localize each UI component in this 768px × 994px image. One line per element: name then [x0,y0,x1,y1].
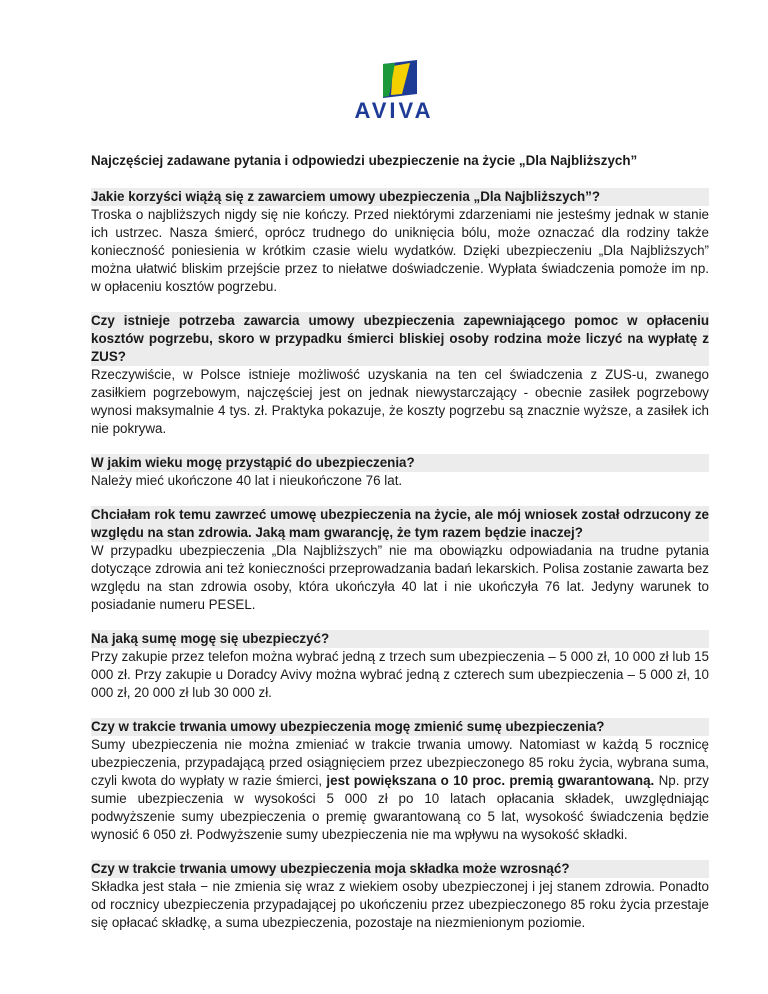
faq-item [91,188,709,296]
faq-answer: Składka jest stała − nie zmienia się wraz z wiekiem osoby ubezpieczonej i jej stanem zdrowia. Ponadto od rocznicy ubezpieczenia przypadającej po ukończeniu przez ubezpieczonego 85 roku życia przestaje się opłacać składkę, a suma ubezpieczenia, pozostaje na niezmienionym poziomie. [91,879,709,930]
faq-question: Czy w trakcie trwania umowy ubezpieczenia mogę zmienić sumę ubezpieczenia? [91,718,709,736]
faq-answer: Należy mieć ukończone 40 lat i nieukończone 76 lat. [91,473,403,488]
aviva-logo-text: AVIVA [354,98,434,123]
faq-answer: Rzeczywiście, w Polsce istnieje możliwość uzyskania na ten cel świadczenia z ZUS-u, zwanego zasiłkiem pogrzebowym, najczęściej jest on jednak niewystarczający - obecnie zasiłek pogrzebowy wynosi maksymalnie 4 tys. zł. Praktyka pokazuje, że koszty pogrzebu są znacznie wyższe, a zasiłek ich nie pokrywa. [91,367,709,436]
faq-answer-text: Sumy ubezpieczenia nie można zmieniać w trakcie trwania umowy. Natomiast w każdą 5 rocznicę ubezpieczenia, przypadającą przed osiągnięciem przez ubezpieczonego 85 roku życia, wybrana suma, czyli kwota do wypłaty w razie śmierci, [91,737,709,788]
faq-answer-text: Np. przy sumie ubezpieczenia w wysokości 5 000 zł po 10 latach opłacania składek, uwzględniając podwyższenie sumy ubezpieczenia o premię gwarantowaną co 5 lat, wysokość świadczenia będzie wynosić 6 050 zł. Podwyższenie sumy ubezpieczenia nie ma wpływu na wysokość składki. [91,773,709,842]
document-title: Najczęściej zadawane pytania i odpowiedzi ubezpieczenie na życie „Dla Najbliższych” [91,153,638,168]
faq-question: Na jaką sumę mogę się ubezpieczyć? [91,630,709,648]
faq-question: Jakie korzyści wiążą się z zawarciem umowy ubezpieczenia „Dla Najbliższych”? [91,188,709,206]
faq-question: Chciałam rok temu zawrzeć umowę ubezpieczenia na życie, ale mój wniosek został odrzucony ze względu na stan zdrowia. Jaką mam gwarancję, że tym razem będzie inaczej? [91,507,709,540]
faq-item [91,718,709,844]
faq-answer: W przypadku ubezpieczenia „Dla Najbliższych” nie ma obowiązku odpowiadania na trudne pytania dotyczące zdrowia ani też konieczności przeprowadzania badań lekarskich. Polisa zostanie zawarta bez względu na stan zdrowia osoby, która ukończyła 40 lat i nie ukończyła 76 lat. Jedyny warunek to posiadanie numeru PESEL. [91,543,709,612]
faq-item [91,454,709,490]
faq-answer [91,736,709,844]
faq-question: W jakim wieku mogę przystąpić do ubezpieczenia? [91,454,709,472]
faq-answer: Troska o najbliższych nigdy się nie kończy. Przed niektórymi zdarzeniami nie jesteśmy jednak w stanie ich ustrzec. Nasza śmierć, oprócz trudnego do uniknięcia bólu, może oznaczać dla rodziny także konieczność poniesienia w krótkim czasie wielu wydatków. Dzięki ubezpieczeniu „Dla Najbliższych” można ułatwić bliskim przejście przez to niełatwe doświadczenie. Wypłata świadczenia pomoże im np. w opłaceniu kosztów pogrzebu. [91,207,709,294]
faq-item [91,312,709,438]
faq-answer: Przy zakupie przez telefon można wybrać jedną z trzech sum ubezpieczenia – 5 000 zł, 10 000 zł lub 15 000 zł. Przy zakupie u Doradcy Avivy można wybrać jedną z czterech sum ubezpieczenia – 5 000 zł, 10 000 zł, 20 000 zł lub 30 000 zł. [91,649,709,700]
faq-answer-emphasis: jest powiększana o 10 proc. premią gwarantowaną. [326,773,655,788]
faq-item [91,860,709,932]
faq-item [91,630,709,702]
faq-item [91,506,709,614]
faq-question: Czy w trakcie trwania umowy ubezpieczenia moja składka może wzrosnąć? [91,860,709,878]
faq-question: Czy istnieje potrzeba zawarcia umowy ubezpieczenia zapewniającego pomoc w opłaceniu kosztów pogrzebu, skoro w przypadku śmierci bliskiej osoby rodzina może liczyć na wypłatę z ZUS? [91,313,709,364]
faq-list [91,188,709,948]
